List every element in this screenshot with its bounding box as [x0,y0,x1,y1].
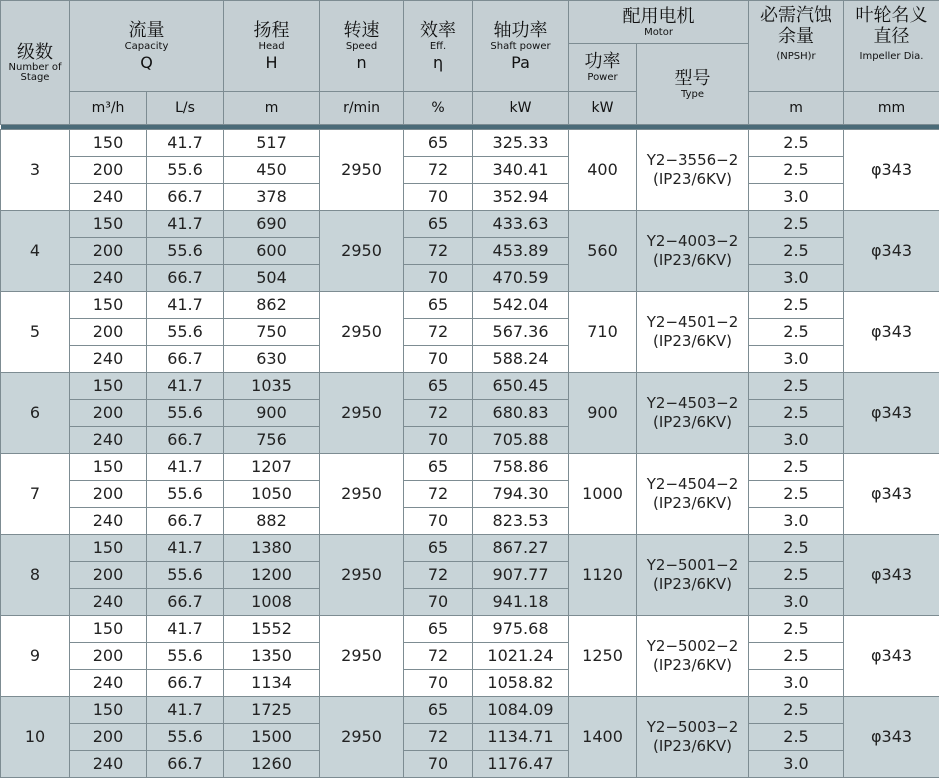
speed-cell: 2950 [320,211,404,292]
efficiency-cell: 72 [404,724,473,751]
shaft-power-cell: 352.94 [473,184,569,211]
capacity-m3h-cell: 200 [70,319,147,346]
unit-dia: mm [844,92,939,125]
header-efficiency: 效率 Eff. η [404,1,473,92]
table-row [1,670,939,697]
npsh-cell: 3.0 [749,589,844,616]
npsh-cell: 2.5 [749,157,844,184]
capacity-ls-cell: 66.7 [147,751,224,778]
efficiency-cell: 70 [404,346,473,373]
shaft-power-cell: 941.18 [473,589,569,616]
table-body [1,130,939,778]
capacity-ls-cell: 55.6 [147,562,224,589]
capacity-ls-cell: 66.7 [147,184,224,211]
efficiency-cell: 65 [404,373,473,400]
efficiency-cell: 65 [404,211,473,238]
speed-cell: 2950 [320,454,404,535]
table-row [1,643,939,670]
shaft-power-cell: 453.89 [473,238,569,265]
speed-cell: 2950 [320,697,404,778]
shaft-power-cell: 823.53 [473,508,569,535]
table-row [1,589,939,616]
impeller-dia-cell: φ343 [844,130,939,211]
shaft-power-cell: 794.30 [473,481,569,508]
shaft-power-cell: 588.24 [473,346,569,373]
capacity-m3h-cell: 150 [70,211,147,238]
head-cell: 1035 [224,373,320,400]
capacity-m3h-cell: 150 [70,697,147,724]
unit-eff: % [404,92,473,125]
table-row [1,427,939,454]
head-cell: 882 [224,508,320,535]
npsh-cell: 2.5 [749,616,844,643]
npsh-cell: 2.5 [749,292,844,319]
capacity-m3h-cell: 240 [70,670,147,697]
capacity-ls-cell: 55.6 [147,481,224,508]
table-row [1,238,939,265]
table-row [1,346,939,373]
shaft-power-cell: 680.83 [473,400,569,427]
shaft-power-cell: 907.77 [473,562,569,589]
header-motor: 配用电机 Motor [569,1,749,44]
motor-power-cell: 560 [569,211,637,292]
unit-npsh: m [749,92,844,125]
head-cell: 756 [224,427,320,454]
stage-cell: 7 [1,454,70,535]
capacity-ls-cell: 55.6 [147,400,224,427]
efficiency-cell: 65 [404,454,473,481]
motor-power-cell: 1250 [569,616,637,697]
shaft-power-cell: 867.27 [473,535,569,562]
shaft-power-cell: 975.68 [473,616,569,643]
table-row [1,292,939,319]
efficiency-cell: 70 [404,427,473,454]
table-row [1,562,939,589]
npsh-cell: 3.0 [749,427,844,454]
capacity-ls-cell: 55.6 [147,643,224,670]
stage-cell: 5 [1,292,70,373]
header-head: 扬程 Head H [224,1,320,92]
table-row [1,184,939,211]
capacity-ls-cell: 66.7 [147,265,224,292]
impeller-dia-cell: φ343 [844,292,939,373]
capacity-ls-cell: 55.6 [147,157,224,184]
table-row [1,400,939,427]
efficiency-cell: 72 [404,643,473,670]
head-cell: 378 [224,184,320,211]
impeller-dia-cell: φ343 [844,454,939,535]
shaft-power-cell: 650.45 [473,373,569,400]
efficiency-cell: 65 [404,616,473,643]
capacity-m3h-cell: 240 [70,508,147,535]
head-cell: 1134 [224,670,320,697]
efficiency-cell: 70 [404,265,473,292]
efficiency-cell: 65 [404,292,473,319]
capacity-ls-cell: 55.6 [147,319,224,346]
capacity-ls-cell: 41.7 [147,292,224,319]
motor-power-cell: 1120 [569,535,637,616]
unit-head: m [224,92,320,125]
npsh-cell: 2.5 [749,373,844,400]
table-row [1,130,939,157]
capacity-ls-cell: 41.7 [147,373,224,400]
capacity-ls-cell: 66.7 [147,670,224,697]
unit-motor-power: kW [569,92,637,125]
stage-cell: 4 [1,211,70,292]
motor-type-cell: Y2−4003−2 (IP23/6KV) [637,211,749,292]
shaft-power-cell: 1058.82 [473,670,569,697]
efficiency-cell: 72 [404,481,473,508]
head-cell: 690 [224,211,320,238]
header-npsh: 必需汽蚀余量 (NPSH)r [749,1,844,92]
capacity-m3h-cell: 200 [70,643,147,670]
unit-q-m3h: m³/h [70,92,147,125]
npsh-cell: 2.5 [749,454,844,481]
table-header [1,1,939,130]
capacity-m3h-cell: 150 [70,454,147,481]
motor-type-cell: Y2−5003−2 (IP23/6KV) [637,697,749,778]
efficiency-cell: 70 [404,184,473,211]
head-cell: 517 [224,130,320,157]
table-row [1,157,939,184]
stage-cell: 10 [1,697,70,778]
motor-type-cell: Y2−3556−2 (IP23/6KV) [637,130,749,211]
capacity-ls-cell: 55.6 [147,238,224,265]
capacity-ls-cell: 41.7 [147,697,224,724]
motor-power-cell: 400 [569,130,637,211]
efficiency-cell: 70 [404,751,473,778]
head-cell: 600 [224,238,320,265]
table-row [1,508,939,535]
speed-cell: 2950 [320,130,404,211]
unit-q-ls: L/s [147,92,224,125]
capacity-ls-cell: 41.7 [147,130,224,157]
capacity-ls-cell: 55.6 [147,724,224,751]
capacity-m3h-cell: 240 [70,427,147,454]
table-row [1,697,939,724]
shaft-power-cell: 1084.09 [473,697,569,724]
motor-type-cell: Y2−5002−2 (IP23/6KV) [637,616,749,697]
capacity-m3h-cell: 240 [70,265,147,292]
impeller-dia-cell: φ343 [844,697,939,778]
npsh-cell: 3.0 [749,508,844,535]
unit-shaft-power: kW [473,92,569,125]
npsh-cell: 3.0 [749,751,844,778]
stage-cell: 8 [1,535,70,616]
table-row [1,751,939,778]
table-row [1,535,939,562]
npsh-cell: 2.5 [749,535,844,562]
shaft-power-cell: 1176.47 [473,751,569,778]
header-impeller: 叶轮名义直径 Impeller Dia. [844,1,939,92]
header-motor-power: 功率 Power [569,44,637,92]
capacity-ls-cell: 66.7 [147,589,224,616]
table-row [1,481,939,508]
header-stage: 级数 Number of Stage [1,1,70,125]
head-cell: 1552 [224,616,320,643]
shaft-power-cell: 470.59 [473,265,569,292]
efficiency-cell: 72 [404,238,473,265]
capacity-m3h-cell: 240 [70,184,147,211]
efficiency-cell: 72 [404,562,473,589]
capacity-m3h-cell: 200 [70,481,147,508]
head-cell: 1008 [224,589,320,616]
impeller-dia-cell: φ343 [844,616,939,697]
efficiency-cell: 70 [404,589,473,616]
capacity-m3h-cell: 240 [70,589,147,616]
head-cell: 1050 [224,481,320,508]
head-cell: 750 [224,319,320,346]
impeller-dia-cell: φ343 [844,373,939,454]
npsh-cell: 2.5 [749,643,844,670]
efficiency-cell: 65 [404,535,473,562]
impeller-dia-cell: φ343 [844,211,939,292]
shaft-power-cell: 567.36 [473,319,569,346]
efficiency-cell: 65 [404,130,473,157]
head-cell: 1380 [224,535,320,562]
motor-type-cell: Y2−5001−2 (IP23/6KV) [637,535,749,616]
efficiency-cell: 65 [404,697,473,724]
npsh-cell: 2.5 [749,238,844,265]
stage-cell: 9 [1,616,70,697]
impeller-dia-cell: φ343 [844,535,939,616]
capacity-m3h-cell: 200 [70,238,147,265]
npsh-cell: 2.5 [749,211,844,238]
npsh-cell: 2.5 [749,130,844,157]
header-speed: 转速 Speed n [320,1,404,92]
speed-cell: 2950 [320,616,404,697]
capacity-m3h-cell: 240 [70,346,147,373]
capacity-m3h-cell: 200 [70,724,147,751]
capacity-ls-cell: 41.7 [147,616,224,643]
head-cell: 1207 [224,454,320,481]
table-row [1,265,939,292]
capacity-m3h-cell: 200 [70,562,147,589]
npsh-cell: 2.5 [749,481,844,508]
table-row [1,454,939,481]
head-cell: 900 [224,400,320,427]
stage-cell: 6 [1,373,70,454]
motor-power-cell: 1400 [569,697,637,778]
capacity-m3h-cell: 200 [70,400,147,427]
head-cell: 450 [224,157,320,184]
capacity-m3h-cell: 240 [70,751,147,778]
capacity-m3h-cell: 150 [70,616,147,643]
capacity-ls-cell: 66.7 [147,346,224,373]
head-cell: 1200 [224,562,320,589]
motor-power-cell: 710 [569,292,637,373]
npsh-cell: 2.5 [749,724,844,751]
efficiency-cell: 70 [404,508,473,535]
capacity-ls-cell: 41.7 [147,211,224,238]
npsh-cell: 2.5 [749,400,844,427]
speed-cell: 2950 [320,292,404,373]
unit-speed: r/min [320,92,404,125]
npsh-cell: 3.0 [749,265,844,292]
capacity-ls-cell: 66.7 [147,508,224,535]
motor-type-cell: Y2−4501−2 (IP23/6KV) [637,292,749,373]
stage-cell: 3 [1,130,70,211]
shaft-power-cell: 758.86 [473,454,569,481]
shaft-power-cell: 542.04 [473,292,569,319]
motor-power-cell: 1000 [569,454,637,535]
capacity-m3h-cell: 150 [70,373,147,400]
shaft-power-cell: 1134.71 [473,724,569,751]
header-capacity: 流量 Capacity Q [70,1,224,92]
shaft-power-cell: 705.88 [473,427,569,454]
shaft-power-cell: 325.33 [473,130,569,157]
head-cell: 1725 [224,697,320,724]
head-cell: 862 [224,292,320,319]
npsh-cell: 2.5 [749,562,844,589]
head-cell: 1260 [224,751,320,778]
capacity-m3h-cell: 200 [70,157,147,184]
capacity-m3h-cell: 150 [70,292,147,319]
head-cell: 1350 [224,643,320,670]
shaft-power-cell: 433.63 [473,211,569,238]
motor-type-cell: Y2−4503−2 (IP23/6KV) [637,373,749,454]
motor-power-cell: 900 [569,373,637,454]
head-cell: 504 [224,265,320,292]
speed-cell: 2950 [320,373,404,454]
capacity-ls-cell: 41.7 [147,454,224,481]
capacity-m3h-cell: 150 [70,130,147,157]
efficiency-cell: 72 [404,157,473,184]
header-shaft-power: 轴功率 Shaft power Pa [473,1,569,92]
head-cell: 630 [224,346,320,373]
capacity-ls-cell: 41.7 [147,535,224,562]
efficiency-cell: 72 [404,319,473,346]
motor-type-cell: Y2−4504−2 (IP23/6KV) [637,454,749,535]
shaft-power-cell: 340.41 [473,157,569,184]
efficiency-cell: 72 [404,400,473,427]
npsh-cell: 3.0 [749,184,844,211]
table-row [1,616,939,643]
table-row [1,319,939,346]
npsh-cell: 2.5 [749,319,844,346]
table-row [1,211,939,238]
shaft-power-cell: 1021.24 [473,643,569,670]
header-motor-type: 型号 Type [637,44,749,125]
capacity-ls-cell: 66.7 [147,427,224,454]
head-cell: 1500 [224,724,320,751]
npsh-cell: 2.5 [749,697,844,724]
npsh-cell: 3.0 [749,670,844,697]
table-row [1,373,939,400]
speed-cell: 2950 [320,535,404,616]
capacity-m3h-cell: 150 [70,535,147,562]
efficiency-cell: 70 [404,670,473,697]
table-row [1,724,939,751]
npsh-cell: 3.0 [749,346,844,373]
